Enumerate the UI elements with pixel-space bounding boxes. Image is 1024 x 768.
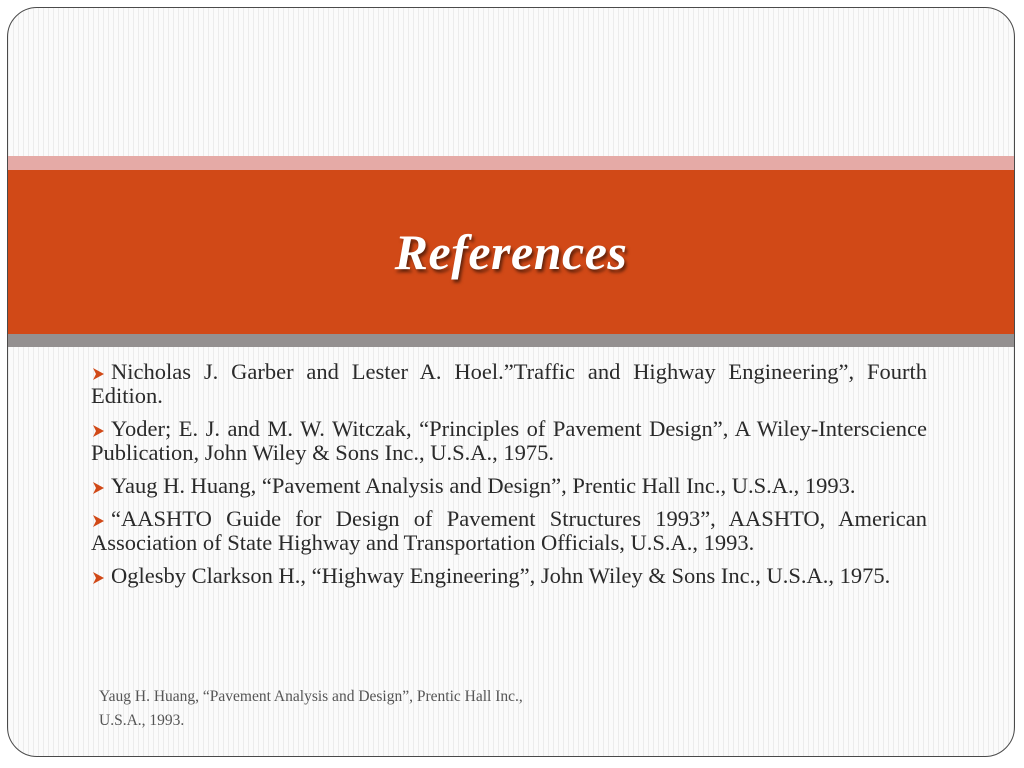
arrow-bullet-icon <box>91 514 105 528</box>
reference-text: Oglesby Clarkson H., “Highway Engineering”, John Wiley & Sons Inc., U.S.A., 1975. <box>111 563 891 588</box>
footnote-line: Yaug H. Huang, “Pavement Analysis and Design”, Prentic Hall Inc., <box>99 688 523 705</box>
reference-text: Nicholas J. Garber and Lester A. Hoel.”Traffic and Highway Engineering”, Fourth Edition. <box>91 359 927 408</box>
reference-item <box>91 360 927 408</box>
reference-text: Yaug H. Huang, “Pavement Analysis and Design”, Prentic Hall Inc., U.S.A., 1993. <box>111 473 856 498</box>
arrow-bullet-icon <box>91 571 105 585</box>
title-band-bottom-stripe <box>8 334 1014 347</box>
title-band-top-stripe <box>8 156 1014 170</box>
arrow-bullet-icon <box>91 424 105 438</box>
arrow-bullet-icon <box>91 481 105 495</box>
slide-title: References <box>394 224 628 280</box>
title-band <box>8 170 1014 334</box>
slide-frame <box>7 7 1015 757</box>
reference-item <box>91 507 927 555</box>
reference-list <box>91 360 927 597</box>
reference-item <box>91 417 927 465</box>
footnote-line: U.S.A., 1993. <box>99 712 185 729</box>
reference-text: “AASHTO Guide for Design of Pavement Structures 1993”, AASHTO, American Association of State Highway and Transportation Officials, U.S.A., 1993. <box>91 506 927 555</box>
arrow-bullet-icon <box>91 367 105 381</box>
reference-item <box>91 564 927 588</box>
reference-item <box>91 474 927 498</box>
reference-text: Yoder; E. J. and M. W. Witczak, “Principles of Pavement Design”, A Wiley-Interscience Publication, John Wiley & Sons Inc., U.S.A., 1975. <box>91 416 927 465</box>
footnote <box>99 685 523 733</box>
